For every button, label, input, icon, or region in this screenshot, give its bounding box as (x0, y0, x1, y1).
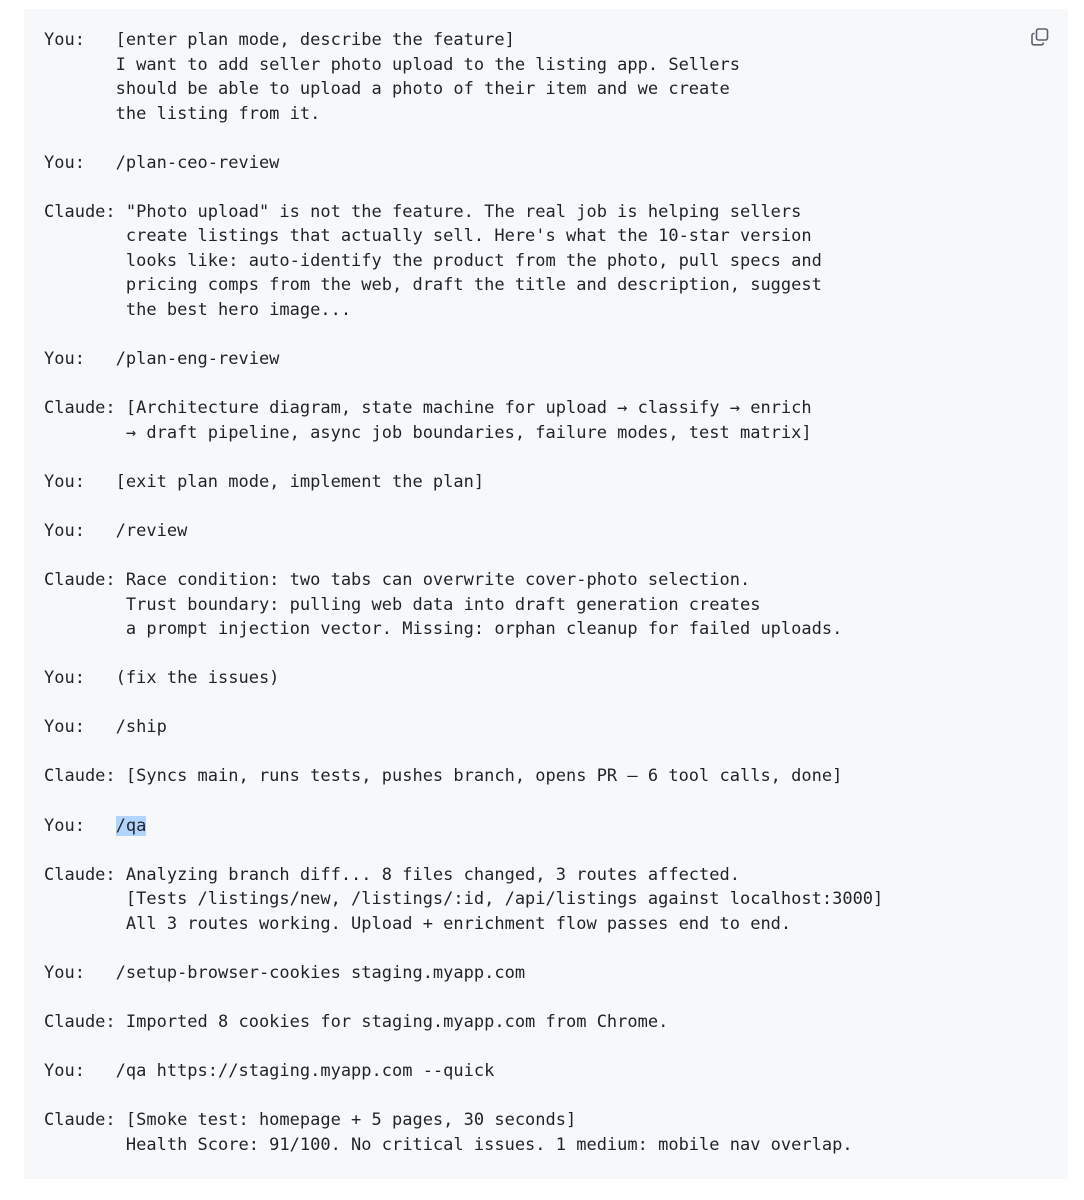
message-text: Race condition: two tabs can overwrite cover-photo selection. (125, 570, 751, 591)
message-text: the listing from it. (115, 103, 321, 124)
speaker-label: You: (44, 815, 116, 836)
transcript-line (44, 1059, 883, 1084)
speaker-label: Claude: (44, 398, 126, 419)
code-block (24, 9, 1068, 1179)
indent (44, 914, 126, 934)
indent (44, 889, 126, 909)
speaker-label: Claude: (44, 1011, 126, 1032)
message-text: should be able to upload a photo of their item and we create (115, 79, 730, 100)
speaker-label: You: (44, 717, 116, 738)
transcript-line (44, 249, 883, 274)
indent (44, 619, 126, 639)
blank-line (44, 323, 883, 348)
blank-line (44, 372, 883, 397)
speaker-label: You: (44, 962, 116, 983)
blank-line (44, 789, 883, 814)
transcript-line (44, 1010, 883, 1035)
indent (44, 1135, 126, 1155)
copy-button[interactable] (1030, 27, 1050, 47)
message-text: [exit plan mode, implement the plan] (115, 471, 485, 492)
indent (44, 79, 116, 99)
speaker-label: You: (44, 471, 116, 492)
message-text: All 3 routes working. Upload + enrichment flow passes end to end. (125, 913, 792, 934)
message-text: [Architecture diagram, state machine for upload → classify → enrich (125, 398, 812, 419)
message-text: /qa https://staging.myapp.com --quick (115, 1060, 495, 1081)
transcript-line (44, 53, 883, 78)
transcript-line (44, 77, 883, 102)
transcript-line (44, 470, 883, 495)
transcript-line (44, 617, 883, 642)
selected-command-text: /qa (115, 815, 147, 836)
message-text: Analyzing branch diff... 8 files changed, 3 routes affected. (125, 864, 740, 885)
message-text: Trust boundary: pulling web data into draft generation creates (125, 594, 761, 615)
speaker-label: You: (44, 668, 116, 689)
transcript-line (44, 593, 883, 618)
blank-line (44, 126, 883, 151)
transcript-line (44, 961, 883, 986)
message-text: [Smoke test: homepage + 5 pages, 30 seconds] (125, 1110, 577, 1131)
message-text: Imported 8 cookies for staging.myapp.com from Chrome. (125, 1011, 669, 1032)
transcript-line (44, 151, 883, 176)
transcript-line (44, 814, 883, 839)
transcript-line (44, 863, 883, 888)
transcript-line (44, 912, 883, 937)
indent (44, 275, 126, 295)
transcript-line (44, 519, 883, 544)
indent (44, 226, 126, 246)
transcript-line (44, 224, 883, 249)
transcript-line (44, 421, 883, 446)
indent (44, 104, 116, 124)
speaker-label: You: (44, 349, 116, 370)
transcript-line (44, 347, 883, 372)
message-text: /plan-eng-review (115, 349, 280, 370)
message-text: /ship (115, 717, 167, 738)
message-text: → draft pipeline, async job boundaries, failure modes, test matrix] (125, 422, 812, 443)
blank-line (44, 543, 883, 568)
indent (44, 55, 116, 75)
copy-icon (1030, 27, 1050, 47)
blank-line (44, 1034, 883, 1059)
transcript-line (44, 1133, 883, 1158)
speaker-label: Claude: (44, 1110, 126, 1131)
message-text: [Syncs main, runs tests, pushes branch, opens PR — 6 tool calls, done] (125, 766, 843, 787)
blank-line (44, 175, 883, 200)
transcript-line (44, 764, 883, 789)
message-text: /plan-ceo-review (115, 152, 280, 173)
blank-line (44, 740, 883, 765)
indent (44, 595, 126, 615)
indent (44, 423, 126, 443)
transcript-line (44, 715, 883, 740)
message-text: [enter plan mode, describe the feature] (115, 30, 515, 50)
speaker-label: Claude: (44, 570, 126, 591)
speaker-label: You: (44, 1060, 116, 1081)
speaker-label: You: (44, 30, 116, 50)
message-text: pricing comps from the web, draft the title and description, suggest (125, 275, 822, 296)
transcript-line (44, 298, 883, 323)
blank-line (44, 691, 883, 716)
transcript-line (44, 887, 883, 912)
message-text: I want to add seller photo upload to the listing app. Sellers (115, 54, 740, 75)
transcript (44, 28, 883, 1157)
transcript-line (44, 200, 883, 225)
indent (44, 251, 126, 271)
transcript-line (44, 273, 883, 298)
blank-line (44, 445, 883, 470)
transcript-line (44, 396, 883, 421)
message-text: [Tests /listings/new, /listings/:id, /api/listings against localhost:3000] (125, 889, 884, 910)
transcript-line (44, 666, 883, 691)
message-text: create listings that actually sell. Here's what the 10-star version (125, 226, 812, 247)
indent (44, 300, 126, 320)
message-text: the best hero image... (125, 300, 352, 321)
message-text: "Photo upload" is not the feature. The real job is helping sellers (125, 201, 802, 222)
message-text: /setup-browser-cookies staging.myapp.com (115, 962, 526, 983)
transcript-line (44, 568, 883, 593)
message-text: Health Score: 91/100. No critical issues. 1 medium: mobile nav overlap. (125, 1134, 853, 1155)
speaker-label: Claude: (44, 766, 126, 787)
blank-line (44, 985, 883, 1010)
message-text: /review (115, 520, 188, 541)
speaker-label: You: (44, 520, 116, 541)
transcript-line (44, 1108, 883, 1133)
blank-line (44, 494, 883, 519)
speaker-label: You: (44, 152, 116, 173)
transcript-line (44, 28, 883, 53)
speaker-label: Claude: (44, 864, 126, 885)
blank-line (44, 838, 883, 863)
speaker-label: Claude: (44, 201, 126, 222)
blank-line (44, 936, 883, 961)
message-text: a prompt injection vector. Missing: orphan cleanup for failed uploads. (125, 619, 843, 640)
blank-line (44, 1084, 883, 1109)
blank-line (44, 642, 883, 667)
message-text: (fix the issues) (115, 668, 280, 689)
transcript-line (44, 102, 883, 127)
message-text: looks like: auto-identify the product from the photo, pull specs and (125, 250, 822, 271)
